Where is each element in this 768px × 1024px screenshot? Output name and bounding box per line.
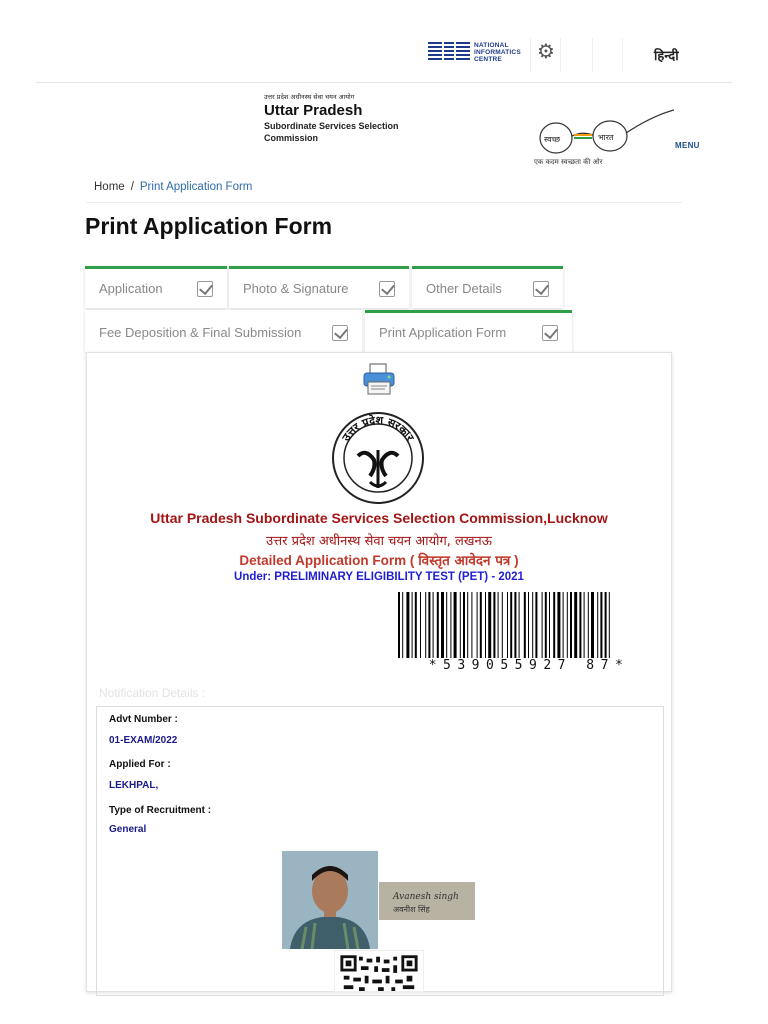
form-title-english: Detailed Application Form ( [239,553,415,568]
tab-photo-signature[interactable] [229,266,409,308]
tab-label: Photo & Signature [243,281,349,296]
applicant-photo [282,851,378,949]
brand-hindi-name: उत्तर प्रदेश अधीनस्थ सेवा चयन आयोग [264,93,355,101]
qr-code-icon [334,950,424,992]
swachh-glasses-icon [534,108,674,156]
divider [592,38,593,72]
svg-text:स्वच्छ: स्वच्छ [544,135,561,144]
header-divider [36,82,732,83]
advt-number-value: 01-EXAM/2022 [109,735,178,746]
form-title-hindi: विस्तृत आवेदन पत्र [418,553,511,569]
divider [530,38,531,72]
tab-print-application-form[interactable] [365,310,572,352]
gear-icon[interactable]: ⚙ [537,41,555,63]
language-toggle-link[interactable]: हिन्दी [654,49,679,64]
site-brand[interactable] [264,92,444,144]
tab-other-details[interactable] [412,266,563,308]
checkbox-checked-icon [197,281,213,297]
swachh-bharat-logo [534,108,674,170]
nic-logo-mark [428,42,470,62]
notification-details-label: Notification Details : [99,686,206,700]
tab-label: Other Details [426,281,502,296]
printer-icon[interactable] [360,362,398,396]
breadcrumb [94,181,252,193]
checkbox-checked-icon [542,325,558,341]
svg-text:उत्तर प्रदेश सरकार: उत्तर प्रदेश सरकार [339,413,417,444]
breadcrumb-current[interactable]: Print Application Form [139,181,253,193]
tab-label: Application [99,281,163,296]
organization-name-english: Uttar Pradesh Subordinate Services Selection Commission,Lucknow [150,510,608,526]
recruitment-type-value: General [109,824,147,835]
checkbox-checked-icon [379,281,395,297]
tab-application[interactable] [85,266,227,308]
exam-name: Under: PRELIMINARY ELIGIBILITY TEST (PET) - 2021 [234,571,524,583]
breadcrumb-separator: / [130,181,134,193]
checkbox-checked-icon [533,281,549,297]
nic-logo[interactable] [428,40,528,64]
breadcrumb-divider [86,202,682,203]
form-title-close: ) [514,553,519,568]
applicant-signature [379,882,475,920]
svg-text:भारत: भारत [598,133,614,142]
tab-fee-final-submission[interactable] [85,310,362,352]
nic-logo-text: NATIONAL INFORMATICS CENTRE [474,41,521,63]
top-utility-bar [0,30,768,76]
organization-name-hindi: उत्तर प्रदेश अधीनस्थ सेवा चयन आयोग, लखनऊ [266,534,492,549]
up-state-emblem-icon [330,410,426,506]
barcode-icon [398,592,660,658]
breadcrumb-home-link[interactable]: Home [94,181,125,193]
barcode-number: *539055927 87* [428,658,630,673]
menu-button[interactable]: MENU [675,141,700,150]
svg-text:अवनीश सिंह: अवनीश सिंह [393,905,430,914]
divider [622,38,623,72]
brand-title: Uttar Pradesh [264,102,363,119]
form-title [86,551,672,569]
recruitment-type-label: Type of Recruitment : [109,805,212,816]
brand-subtitle: Subordinate Services Selection Commission [264,121,399,143]
tab-label: Fee Deposition & Final Submission [99,325,302,340]
tab-label: Print Application Form [379,325,507,340]
svg-text:Avanesh singh: Avanesh singh [393,892,459,902]
applied-for-value: LEKHPAL, [109,780,159,791]
page-title: Print Application Form [85,213,333,239]
advt-number-label: Advt Number : [109,714,178,725]
swachh-tagline: एक कदम स्वच्छता की ओर [534,158,603,166]
checkbox-checked-icon [332,325,348,341]
divider [560,38,561,72]
applied-for-label: Applied For : [109,759,171,770]
